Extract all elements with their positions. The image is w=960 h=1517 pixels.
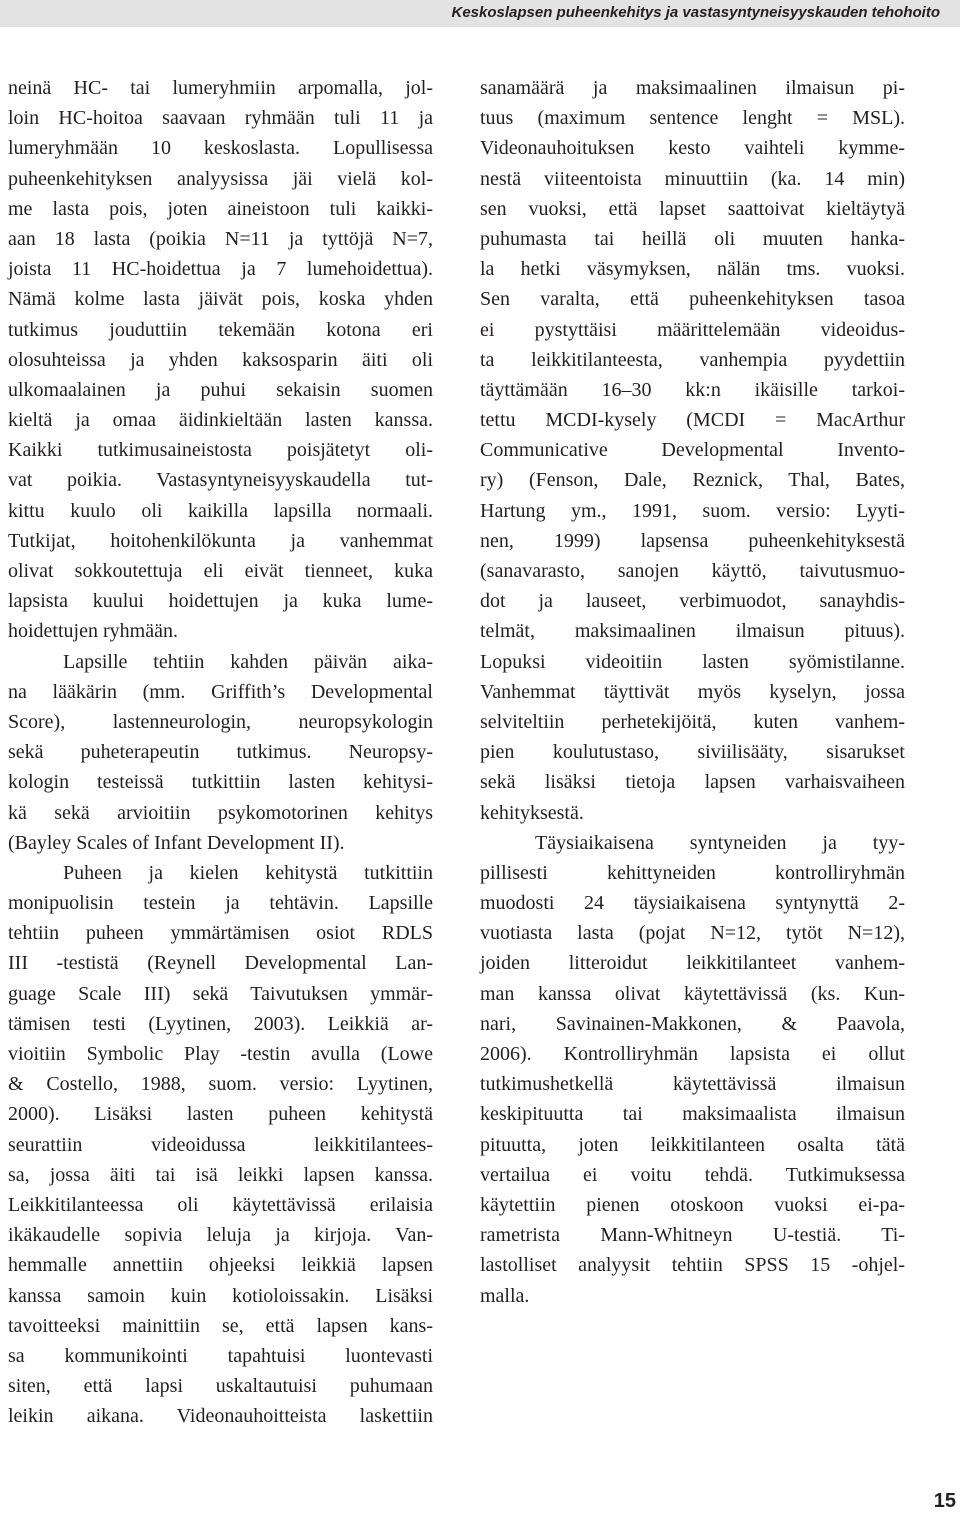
text-line: siten, että lapsi uskaltautuisi puhumaan: [8, 1375, 433, 1398]
text-line: kieltä ja omaa äidinkieltään lasten kanssa.: [8, 409, 433, 432]
text-line: ry) (Fenson, Dale, Reznick, Thal, Bates,: [480, 469, 905, 492]
text-line: sen vuoksi, että lapset saattoivat kieltäytyä: [480, 197, 905, 220]
text-line: kanssa samoin kuin kotioloissakin. Lisäksi: [8, 1284, 433, 1307]
text-line: tehtiin puheen ymmärtämisen osiot RDLS: [8, 922, 433, 945]
text-line: telmät, maksimaalinen ilmaisun pituus).: [480, 620, 905, 643]
text-line: 2006). Kontrolliryhmän lapsista ei ollut: [480, 1043, 905, 1065]
text-line: leikin aikana. Videonauhoitteista laskettiin: [8, 1405, 433, 1428]
text-line: keskipituutta tai maksimaalista ilmaisun: [480, 1103, 905, 1126]
text-line: pituutta, joten leikkitilanteen osalta tätä: [480, 1133, 905, 1156]
text-line: nari, Savinainen-Makkonen, & Paavola,: [480, 1012, 905, 1035]
text-line: muodosti 24 täysiaikaisena syntynyttä 2-: [480, 892, 905, 915]
text-line: Puheen ja kielen kehitystä tutkittiin: [63, 861, 433, 884]
text-line: hemmalle annettiin ohjeeksi leikkiä lapsen: [8, 1254, 433, 1277]
text-line: nen, 1999) lapsensa puheenkehityksestä: [480, 529, 905, 552]
text-line: tettu MCDI-kysely (MCDI = MacArthur: [480, 409, 905, 432]
text-line: olivat sokkoutettuja eli eivät tienneet, kuka: [8, 560, 433, 582]
text-line: vat poikia. Vastasyntyneisyyskaudella tut-: [8, 469, 433, 492]
text-line: kittu kuulo oli kaikilla lapsilla normaali.: [8, 499, 433, 522]
text-line: puheenkehityksen analyysissa jäi vielä kol-: [8, 167, 433, 190]
text-line: malla.: [480, 1284, 530, 1307]
text-line: nestä viiteentoista minuuttiin (ka. 14 min): [480, 167, 905, 190]
text-line: aan 18 lasta (poikia N=11 ja tyttöjä N=7,: [8, 227, 433, 250]
text-line: dot ja lauseet, verbimuodot, sanayhdis-: [480, 590, 905, 613]
text-line: ikäkaudelle sopivia leluja ja kirjoja. Van-: [8, 1224, 433, 1247]
text-line: ta leikkitilanteesta, vanhempia pyydettiin: [480, 348, 905, 371]
text-line: tämisen testi (Lyytinen, 2003). Leikkiä ar-: [8, 1012, 433, 1035]
text-line: tutkimushetkellä käytettävissä ilmaisun: [480, 1073, 905, 1096]
text-line: kehityksestä.: [480, 801, 584, 824]
text-line: & Costello, 1988, suom. versio: Lyytinen,: [8, 1073, 433, 1096]
text-line: sekä puheterapeutin tutkimus. Neuropsy-: [8, 741, 433, 764]
text-line: olosuhteissa ja yhden kaksosparin äiti oli: [8, 348, 433, 371]
text-line: vuotiasta lasta (pojat N=12, tytöt N=12),: [480, 922, 905, 945]
text-line: la hetki väsymyksen, nälän tms. vuoksi.: [480, 258, 905, 281]
text-line: käytettiin pienen otoskoon vuoksi ei-pa-: [480, 1193, 905, 1216]
text-line: Tutkijat, hoitohenkilökunta ja vanhemmat: [8, 529, 433, 552]
text-line: Hartung ym., 1991, suom. versio: Lyyti-: [480, 499, 905, 522]
text-line: lastolliset analyysit tehtiin SPSS 15 -ohjel-: [480, 1254, 905, 1277]
text-line: joiden litteroidut leikkitilanteet vanhem-: [480, 952, 905, 975]
text-line: Nämä kolme lasta jäivät pois, koska yhden: [8, 288, 433, 311]
text-line: Videonauhoituksen kesto vaihteli kymme-: [480, 137, 905, 160]
text-line: sa kommunikointi tapahtuisi luontevasti: [8, 1344, 433, 1367]
text-line: puhumasta tai heillä oli muuten hanka-: [480, 227, 905, 250]
text-line: kologin testeissä tutkittiin lasten kehitysi-: [8, 771, 433, 794]
text-line: sekä lisäksi tietoja lapsen varhaisvaiheen: [480, 771, 905, 794]
text-line: seurattiin videoidussa leikkitilantees-: [8, 1133, 433, 1156]
text-line: guage Scale III) sekä Taivutuksen ymmär-: [8, 982, 433, 1005]
text-line: Communicative Developmental Invento-: [480, 439, 905, 462]
text-line: III -testistä (Reynell Developmental Lan-: [8, 952, 433, 975]
text-line: man kanssa olivat käytettävissä (ks. Kun-: [480, 982, 905, 1005]
text-line: na lääkärin (mm. Griffith’s Developmental: [8, 680, 433, 703]
text-line: pien koulutustaso, siviilisääty, sisarukset: [480, 741, 905, 764]
text-line: täyttämään 16–30 kk:n ikäisille tarkoi-: [480, 378, 905, 401]
text-line: sa, jossa äiti tai isä leikki lapsen kanssa.: [8, 1163, 433, 1186]
text-line: lapsista kuului hoidettujen ja kuka lume-: [8, 590, 433, 613]
text-line: rametrista Mann-Whitneyn U-testiä. Ti-: [480, 1224, 905, 1247]
text-line: selviteltiin perhetekijöitä, kuten vanhem-: [480, 710, 905, 733]
text-line: Leikkitilanteessa oli käytettävissä erilaisia: [8, 1193, 433, 1216]
text-line: (Bayley Scales of Infant Development II).: [8, 831, 345, 854]
page-number: 15: [933, 1490, 956, 1512]
left-text-column: [8, 73, 433, 1431]
text-line: tutkimus jouduttiin tekemään kotona eri: [8, 318, 433, 341]
text-line: me lasta pois, joten aineistoon tuli kaikki-: [8, 197, 433, 220]
text-line: lumeryhmään 10 keskoslasta. Lopullisessa: [8, 137, 433, 160]
text-line: tuus (maximum sentence lenght = MSL).: [480, 107, 905, 130]
running-title: Keskoslapsen puheenkehitys ja vastasyntyneisyyskauden tehohoito: [451, 4, 940, 21]
text-line: Täysiaikaisena syntyneiden ja tyy-: [535, 831, 905, 854]
text-line: Lopuksi videoitiin lasten syömistilanne.: [480, 650, 905, 673]
text-line: Score), lastenneurologin, neuropsykologin: [8, 710, 433, 733]
text-line: 2000). Lisäksi lasten puheen kehitystä: [8, 1103, 433, 1126]
text-line: (sanavarasto, sanojen käyttö, taivutusmuo-: [480, 560, 905, 582]
text-line: monipuolisin testein ja tehtävin. Lapsille: [8, 892, 433, 915]
text-line: ei pystyttäisi määrittelemään videoidus-: [480, 318, 905, 341]
text-line: Sen varalta, että puheenkehityksen tasoa: [480, 288, 905, 311]
text-line: kä sekä arvioitiin psykomotorinen kehitys: [8, 801, 433, 824]
text-line: vioitiin Symbolic Play -testin avulla (Lowe: [8, 1043, 433, 1065]
text-line: neinä HC- tai lumeryhmiin arpomalla, jol-: [8, 77, 433, 99]
text-line: Vanhemmat täyttivät myös kyselyn, jossa: [480, 680, 905, 703]
text-line: tavoitteeksi mainittiin se, että lapsen kans-: [8, 1314, 433, 1337]
text-line: vertailua ei voitu tehdä. Tutkimuksessa: [480, 1163, 905, 1186]
right-text-column: [480, 73, 905, 1311]
text-line: hoidettujen ryhmään.: [8, 620, 178, 643]
text-line: ulkomaalainen ja puhui sekaisin suomen: [8, 378, 433, 401]
text-line: Kaikki tutkimusaineistosta poisjätetyt oli-: [8, 439, 433, 462]
text-line: sanamäärä ja maksimaalinen ilmaisun pi-: [480, 77, 905, 99]
text-line: loin HC-hoitoa saavaan ryhmään tuli 11 ja: [8, 107, 433, 130]
text-line: Lapsille tehtiin kahden päivän aika-: [63, 650, 433, 673]
text-line: pillisesti kehittyneiden kontrolliryhmän: [480, 861, 905, 884]
running-header: [0, 0, 960, 27]
text-line: joista 11 HC-hoidettua ja 7 lumehoidettua).: [8, 258, 433, 281]
